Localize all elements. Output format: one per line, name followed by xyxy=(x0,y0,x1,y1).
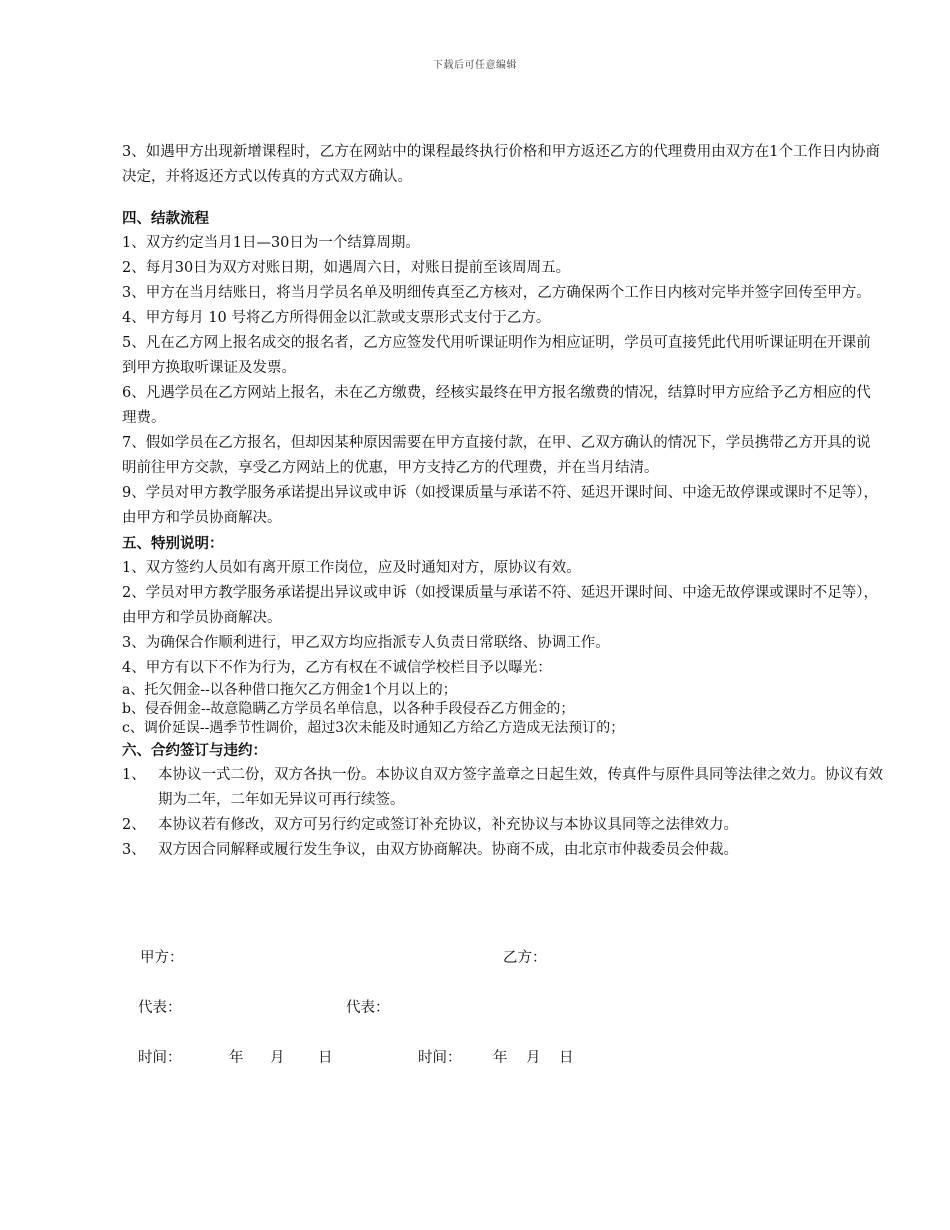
section-5-subitem: c、调价延误--遇季节性调价，超过3次未能及时通知乙方给乙方造成无法预订的； xyxy=(122,720,625,736)
section-4-item: 5、凡在乙方网上报名成交的报名者，乙方应签发代用听课证明作为相应证明，学员可直接凭此代用听课证明在开课前到甲方换取听课证及发票。 xyxy=(122,335,871,376)
time-b-year: 年 xyxy=(493,1050,508,1066)
section-4-item: 6、凡遇学员在乙方网站上报名，未在乙方缴费，经核实最终在甲方报名缴费的情况，结算时甲方应给予乙方相应的代理费。 xyxy=(122,385,871,426)
time-b-label: 时间： xyxy=(418,1050,462,1066)
representative-a-label: 代表： xyxy=(138,1000,182,1016)
section-6-item xyxy=(122,813,884,838)
item-number: 2、 xyxy=(122,817,146,833)
section-4-item: 7、假如学员在乙方报名，但却因某种原因需要在甲方直接付款，在甲、乙双方确认的情况下，学员携带乙方开具的说明前往甲方交款，享受乙方网站上的优惠，甲方支持乙方的代理费，并在当月结清。 xyxy=(122,435,871,476)
section-4-item: 1、双方约定当月1日—30日为一个结算周期。 xyxy=(122,235,420,251)
time-a-day: 日 xyxy=(318,1050,333,1066)
section-5-item: 1、双方签约人员如有离开原工作岗位，应及时通知对方，原协议有效。 xyxy=(122,560,581,576)
document-body xyxy=(122,140,884,863)
time-b-month: 月 xyxy=(526,1050,541,1066)
section-6-title: 六、合约签订与违约： xyxy=(122,742,267,759)
section-5-item: 2、学员对甲方教学服务承诺提出异议或申诉（如授课质量与承诺不符、延迟开课时间、中途无故停课或课时不足等），由甲方和学员协商解决。 xyxy=(122,585,878,626)
item-number: 1、 xyxy=(122,767,146,783)
section-4-title: 四、结款流程 xyxy=(122,210,209,227)
section-5-item: 3、为确保合作顺利进行，甲乙双方均应指派专人负责日常联络、协调工作。 xyxy=(122,635,610,651)
section-5-item: 4、甲方有以下不作为行为，乙方有权在不诚信学校栏目予以曝光： xyxy=(122,660,552,676)
time-b-day: 日 xyxy=(559,1050,574,1066)
time-a-month: 月 xyxy=(270,1050,285,1066)
page-header: 下载后可任意编辑 xyxy=(433,60,517,71)
party-b-label: 乙方： xyxy=(503,950,547,966)
time-a-year: 年 xyxy=(229,1050,244,1066)
section-4-item: 9、学员对甲方教学服务承诺提出异议或申诉（如授课质量与承诺不符、延迟开课时间、中途无故停课或课时不足等），由甲方和学员协商解决。 xyxy=(122,485,878,526)
item-text: 双方因合同解释或履行发生争议，由双方协商解决。协商不成，由北京市仲裁委员会仲裁。 xyxy=(158,842,738,858)
section-5-subitem: b、侵吞佣金--故意隐瞒乙方学员名单信息，以各种手段侵吞乙方佣金的； xyxy=(122,701,575,717)
intro-paragraph: 3、如遇甲方出现新增课程时，乙方在网站中的课程最终执行价格和甲方返还乙方的代理费用由双方在1个工作日内协商决定，并将返还方式以传真的方式双方确认。 xyxy=(122,144,880,185)
section-5-subitem: a、托欠佣金--以各种借口拖欠乙方佣金1个月以上的； xyxy=(122,682,457,698)
representative-b-label: 代表： xyxy=(346,1000,390,1016)
section-5-title: 五、特别说明： xyxy=(122,535,224,552)
party-a-label: 甲方： xyxy=(140,950,184,966)
section-4-item: 4、甲方每月 10 号将乙方所得佣金以汇款或支票形式支付于乙方。 xyxy=(122,310,551,326)
section-6-item xyxy=(122,763,884,813)
item-number: 3、 xyxy=(122,842,146,858)
section-4-item: 3、甲方在当月结账日，将当月学员名单及明细传真至乙方核对，乙方确保两个工作日内核对完毕并签字回传至甲方。 xyxy=(122,285,871,301)
time-a-label: 时间： xyxy=(138,1050,182,1066)
section-6-item xyxy=(122,838,884,863)
item-text: 本协议一式二份，双方各执一份。本协议自双方签字盖章之日起生效，传真件与原件具同等法律之效力。协议有效期为二年，二年如无异议可再行续签。 xyxy=(158,767,883,808)
item-text: 本协议若有修改，双方可另行约定或签订补充协议，补充协议与本协议具同等之法律效力。 xyxy=(158,817,738,833)
section-4-item: 2、每月30日为双方对账日期，如遇周六日，对账日提前至该周周五。 xyxy=(122,260,571,276)
